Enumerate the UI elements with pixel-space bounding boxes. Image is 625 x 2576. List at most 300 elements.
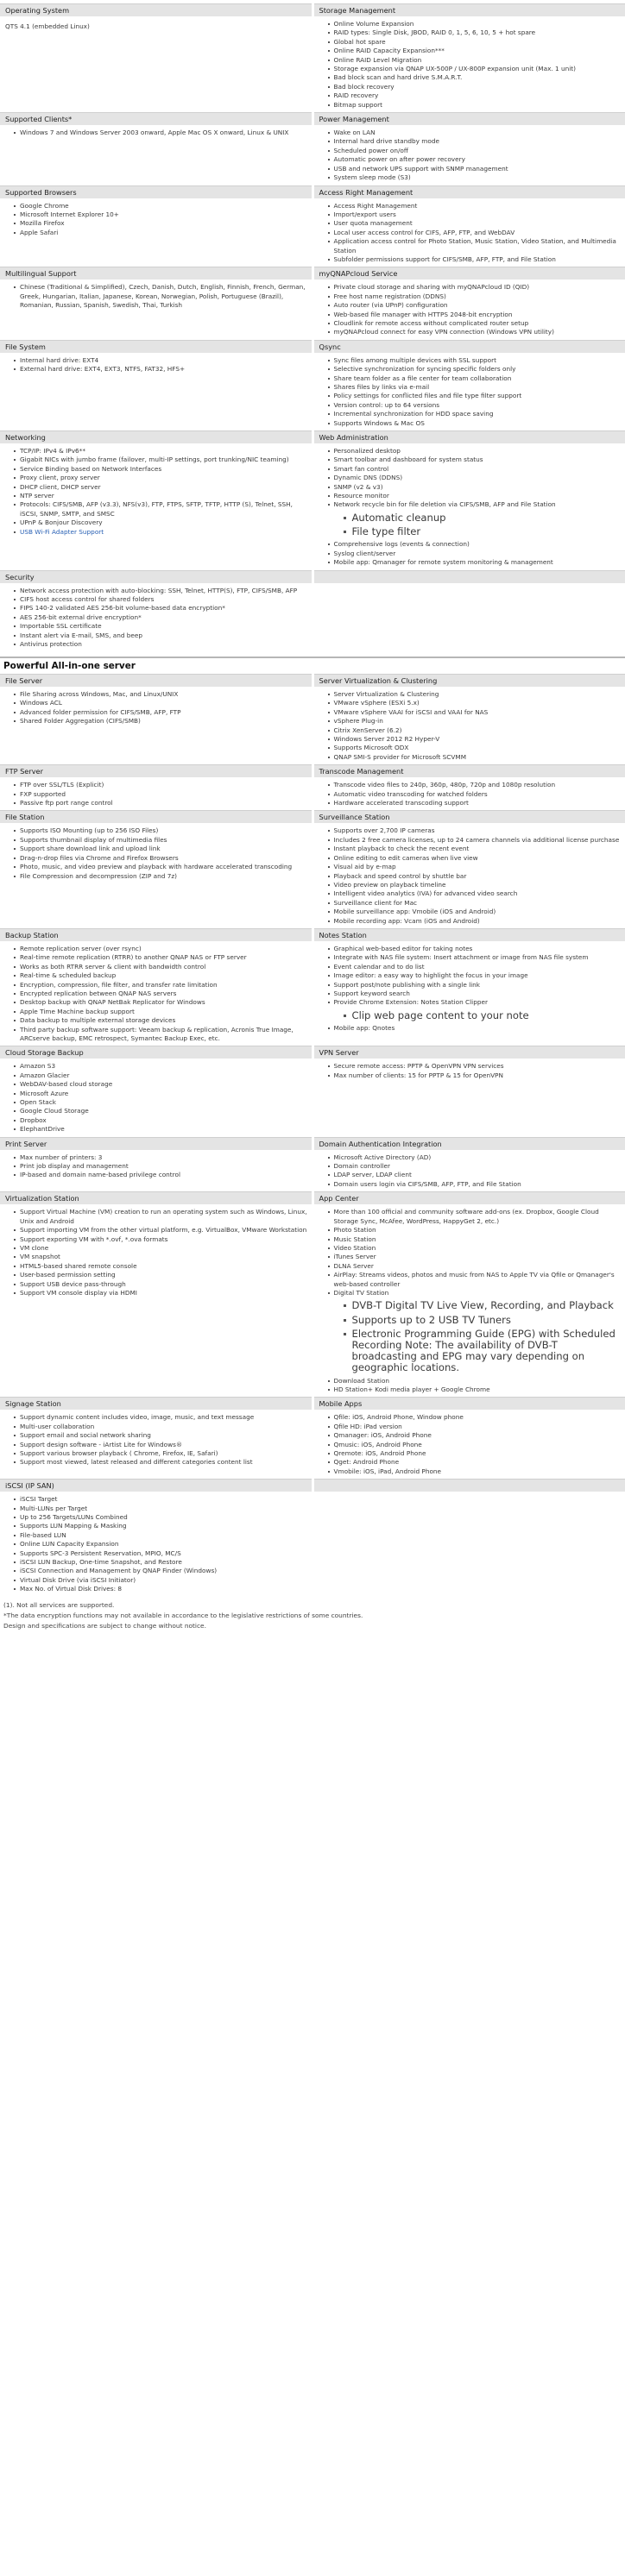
- spec-item: Drag-n-drop files via Chrome and Firefox Browsers: [20, 854, 308, 863]
- spec-cell-body: [0, 1150, 312, 1183]
- spec-cell-body: [314, 1492, 625, 1498]
- spec-item: Support importing VM from the other virtual platform, e.g. VirtualBox, VMware Workstation: [20, 1226, 307, 1235]
- spec-item: Smart toolbar and dashboard for system status: [334, 456, 622, 464]
- spec-cell-title: Notes Station: [314, 928, 625, 941]
- spec-subitem: Automatic cleanup: [326, 512, 622, 524]
- spec-item: Free host name registration (DDNS): [334, 292, 622, 301]
- spec-item: Max No. of Virtual Disk Drives: 8: [20, 1585, 308, 1593]
- spec-cell-body: [314, 198, 625, 267]
- spec-item: Automatic power on after power recovery: [334, 155, 622, 164]
- spec-cell-title: Networking: [0, 430, 312, 443]
- spec-item: iSCSI Connection and Management by QNAP Finder (Windows): [20, 1567, 308, 1575]
- spec-cell-body: [0, 941, 312, 1046]
- spec-item: Dynamic DNS (DDNS): [334, 474, 622, 482]
- spec-list: [12, 826, 308, 880]
- spec-item: CIFS host access control for shared folders: [20, 595, 308, 604]
- spec-item: Importable SSL certificate: [20, 622, 308, 631]
- spec-item: Internal hard drive: EXT4: [20, 356, 308, 365]
- spec-cell: [0, 430, 312, 569]
- spec-item: HTML5-based shared remote console: [20, 1262, 308, 1271]
- spec-item: Dropbox: [20, 1116, 308, 1125]
- spec-item: Bad block scan and hard drive S.M.A.R.T.: [334, 73, 622, 82]
- spec-cell-title: File Station: [0, 810, 312, 823]
- spec-item: Support design software - iArtist Lite for Windows®: [20, 1441, 308, 1449]
- spec-list: [326, 1024, 622, 1033]
- spec-item: Music Station: [334, 1235, 622, 1244]
- spec-cell: [0, 112, 312, 185]
- spec-cell-title: Security: [0, 570, 312, 583]
- spec-cell-body: [314, 1059, 625, 1083]
- spec-row: [0, 267, 625, 339]
- spec-row: [0, 340, 625, 430]
- spec-cell-body: [314, 16, 625, 112]
- spec-row: [0, 1191, 625, 1397]
- spec-item: Network access protection with auto-blocking: SSH, Telnet, HTTP(S), FTP, CIFS/SMB, AFP: [20, 587, 308, 595]
- spec-item: Qget: Android Phone: [334, 1458, 622, 1467]
- spec-list: [12, 1062, 308, 1134]
- spec-item: Gigabit NICs with jumbo frame (failover, multi-IP settings, port trunking/NIC teaming): [20, 456, 308, 464]
- spec-item: External hard drive: EXT4, EXT3, NTFS, FAT32, HFS+: [20, 365, 308, 374]
- spec-item: Qmusic: iOS, Android Phone: [334, 1441, 622, 1449]
- spec-item: Support most viewed, latest released and different categories content list: [20, 1458, 308, 1467]
- spec-cell: [0, 185, 312, 267]
- spec-item: FIPS 140-2 validated AES 256-bit volume-based data encryption*: [20, 604, 308, 613]
- spec-cell-body: [314, 353, 625, 430]
- spec-item: Syslog client/server: [334, 550, 622, 558]
- spec-cell-body: [0, 198, 312, 241]
- spec-item: Mozilla Firefox: [20, 219, 308, 228]
- spec-item: Real-time remote replication (RTRR) to another QNAP NAS or FTP server: [20, 953, 308, 962]
- spec-item: Supports SPC-3 Persistent Reservation, MPIO, MC/S: [20, 1549, 308, 1558]
- spec-cell-body: [314, 280, 625, 339]
- spec-subitem: Supports up to 2 USB TV Tuners: [326, 1315, 622, 1326]
- spec-item: Instant alert via E-mail, SMS, and beep: [20, 631, 308, 640]
- spec-subitem: Electronic Programming Guide (EPG) with Scheduled Recording Note: The availability of DVB-T broadcasting and EPG may vary depending on geographic locations.: [326, 1329, 622, 1374]
- spec-item: DLNA Server: [334, 1262, 622, 1271]
- spec-cell-title: Operating System: [0, 3, 312, 16]
- spec-item: Access Right Management: [334, 202, 622, 210]
- spec-item: Bitmap support: [334, 101, 622, 110]
- spec-cell-body: [0, 16, 312, 36]
- spec-cell: [0, 764, 312, 810]
- spec-item: Support USB device pass-through: [20, 1280, 308, 1289]
- spec-cell-body: [314, 777, 625, 810]
- spec-cell-title: [314, 1479, 625, 1492]
- spec-item: File Compression and decompression (ZIP and 7z): [20, 872, 308, 881]
- spec-item: HD Station+ Kodi media player + Google Chrome: [334, 1385, 622, 1394]
- spec-cell-body: [0, 1492, 312, 1596]
- spec-item: Print job display and management: [20, 1162, 308, 1171]
- spec-row: [0, 3, 625, 112]
- spec-text: QTS 4.1 (embedded Linux): [5, 22, 90, 30]
- spec-list: [326, 1153, 622, 1190]
- spec-cell-title: Transcode Management: [314, 764, 625, 777]
- spec-list: [326, 1377, 622, 1395]
- spec-item: Online LUN Capacity Expansion: [20, 1540, 308, 1549]
- spec-item: Support various browser playback ( Chrome, Firefox, IE, Safari): [20, 1449, 308, 1458]
- spec-cell: [0, 1191, 312, 1397]
- spec-item: Qmanager: iOS, Android Phone: [334, 1431, 622, 1440]
- spec-item: ElephantDrive: [20, 1125, 308, 1134]
- spec-item: Image editor: a easy way to highlight the focus in your image: [334, 971, 622, 980]
- spec-row: [0, 1397, 625, 1479]
- spec-item: Cloudlink for remote access without complicated router setup: [334, 319, 622, 328]
- spec-item: Provide Chrome Extension: Notes Station Clipper: [334, 998, 622, 1007]
- spec-item: FXP supported: [20, 790, 308, 799]
- spec-item: Share team folder as a file center for team collaboration: [334, 374, 622, 383]
- spec-item: Vmobile: iOS, iPad, Android Phone: [334, 1467, 622, 1476]
- spec-item: Online Volume Expansion: [334, 20, 622, 28]
- spec-item: Support share download link and upload link: [20, 845, 308, 853]
- spec-item: Real-time & scheduled backup: [20, 971, 308, 980]
- spec-item: Supports LUN Mapping & Masking: [20, 1522, 308, 1530]
- spec-row: [0, 1479, 625, 1596]
- spec-item[interactable]: USB Wi-Fi Adapter Support: [20, 528, 308, 537]
- spec-item: Video preview on playback timeline: [334, 881, 622, 889]
- spec-cell: [0, 928, 312, 1046]
- spec-cell-body: [314, 125, 625, 185]
- spec-item: Qremote: iOS, Android Phone: [334, 1449, 622, 1458]
- spec-row: [0, 1046, 625, 1136]
- spec-item: Private cloud storage and sharing with myQNAPcloud ID (QID): [334, 283, 622, 292]
- spec-cell-body: [0, 353, 312, 377]
- footnotes: [3, 1600, 363, 1631]
- spec-cell-body: [314, 583, 625, 589]
- spec-item: Comprehensive logs (events & connection): [334, 540, 622, 549]
- spec-item: Antivirus protection: [20, 640, 308, 649]
- spec-cell-title: Web Administration: [314, 430, 625, 443]
- spec-list: [326, 1413, 622, 1476]
- spec-item: User-based permission setting: [20, 1271, 308, 1279]
- spec-list: [12, 129, 308, 137]
- spec-row: [0, 1137, 625, 1192]
- spec-list: [12, 447, 308, 537]
- spec-item: Remote replication server (over rsync): [20, 945, 308, 953]
- spec-cell-body: [314, 1204, 625, 1397]
- spec-cell: [0, 3, 312, 112]
- spec-cell: [314, 928, 625, 1046]
- spec-item: Advanced folder permission for CIFS/SMB, AFP, FTP: [20, 708, 308, 717]
- spec-subitem: DVB-T Digital TV Live View, Recording, and Playback: [326, 1300, 622, 1311]
- spec-item: Chinese (Traditional & Simplified), Czech, Danish, Dutch, English, Finnish, French, German, Greek, Hungarian, Italian, Japanese, Korean, Norwegian, Polish, Portuguese (Brazil), Romanian, Russian, Spanish, Swedish, Thai, Turkish: [20, 283, 308, 310]
- spec-item: Instant playback to check the recent event: [334, 845, 622, 853]
- spec-cell: [314, 764, 625, 810]
- spec-cell-title: myQNAPcloud Service: [314, 267, 625, 280]
- spec-item: Qfile HD: iPad version: [334, 1423, 622, 1431]
- spec-item: Intelligent video analytics (IVA) for advanced video search: [334, 889, 622, 898]
- spec-cell: [314, 1191, 625, 1397]
- footnote: (1). Not all services are supported.: [3, 1601, 115, 1609]
- spec-cell-title: [314, 570, 625, 583]
- spec-item: Support keyword search: [334, 990, 622, 998]
- spec-item: Supports Windows & Mac OS: [334, 419, 622, 428]
- spec-item: Integrate with NAS file system: Insert attachment or image from NAS file system: [334, 953, 622, 962]
- spec-cell-title: Print Server: [0, 1137, 312, 1150]
- spec-item: Policy settings for conflicted files and file type filter support: [334, 392, 622, 400]
- spec-item: Version control: up to 64 versions: [334, 401, 622, 410]
- spec-item: Event calendar and to do list: [334, 963, 622, 971]
- spec-item: Mobile app: Qmanager for remote system monitoring & management: [334, 558, 622, 567]
- spec-item: Photo Station: [334, 1226, 622, 1235]
- spec-item: Multi-LUNs per Target: [20, 1505, 308, 1513]
- spec-cell-body: [314, 443, 625, 569]
- spec-item: Scheduled power on/off: [334, 147, 622, 155]
- spec-cell: [314, 185, 625, 267]
- spec-item: Includes 2 free camera licenses, up to 24 camera channels via additional license purchase: [334, 836, 622, 845]
- spec-cell: [0, 267, 312, 339]
- spec-cell-title: Supported Clients*: [0, 112, 312, 125]
- spec-item: Bad block recovery: [334, 83, 622, 91]
- spec-cell-title: File System: [0, 340, 312, 353]
- spec-cell-body: [0, 1204, 312, 1300]
- spec-item: Max number of clients: 15 for PPTP & 15 for OpenVPN: [334, 1071, 622, 1080]
- spec-cell-title: File Server: [0, 674, 312, 687]
- spec-item: Network recycle bin for file deletion via CIFS/SMB, AFP and File Station: [334, 500, 622, 509]
- spec-row: [0, 430, 625, 569]
- spec-subitem: File type filter: [326, 526, 622, 537]
- spec-item: Supports thumbnail display of multimedia files: [20, 836, 308, 845]
- spec-item: Incremental synchronization for HDD space saving: [334, 410, 622, 418]
- spec-list: [12, 1153, 308, 1180]
- spec-cell-body: [0, 777, 312, 810]
- spec-item: Sync files among multiple devices with SSL support: [334, 356, 622, 365]
- spec-row: [0, 810, 625, 927]
- spec-item: VMware vSphere VAAI for iSCSI and VAAI for NAS: [334, 708, 622, 717]
- spec-item: Internal hard drive standby mode: [334, 137, 622, 146]
- spec-cell-body: [0, 1059, 312, 1136]
- spec-item: VM clone: [20, 1244, 308, 1253]
- spec-cell-body: [314, 1410, 625, 1479]
- spec-cell-body: [314, 687, 625, 764]
- spec-item: Subfolder permissions support for CIFS/SMB, AFP, FTP, and File Station: [334, 255, 622, 264]
- spec-item: More than 100 official and community software add-ons (ex. Dropbox, Google Cloud Storage Sync, McAfee, WordPress, HappyGet 2, etc.): [334, 1208, 622, 1226]
- spec-cell-title: Storage Management: [314, 3, 625, 16]
- spec-list: [326, 945, 622, 1008]
- spec-item: Microsoft Azure: [20, 1090, 308, 1098]
- spec-cell: [0, 1397, 312, 1479]
- spec-row: [0, 674, 625, 764]
- spec-item: Smart fan control: [334, 465, 622, 474]
- spec-item: Support exporting VM with *.ovf, *.ova formats: [20, 1235, 308, 1244]
- spec-cell-title: Signage Station: [0, 1397, 312, 1410]
- spec-cell: [0, 570, 312, 652]
- spec-item: RAID recovery: [334, 91, 622, 100]
- spec-subitem: Clip web page content to your note: [326, 1010, 622, 1021]
- spec-item: Data backup to multiple external storage devices: [20, 1016, 308, 1025]
- spec-item: iSCSI Target: [20, 1495, 308, 1504]
- spec-item: Windows Server 2012 R2 Hyper-V: [334, 735, 622, 744]
- spec-list: [12, 945, 308, 1043]
- spec-item: Local user access control for CIFS, AFP, FTP, and WebDAV: [334, 229, 622, 237]
- spec-list: [326, 202, 622, 265]
- spec-list: [326, 129, 622, 182]
- spec-cell: [314, 267, 625, 339]
- spec-item: Passive ftp port range control: [20, 799, 308, 807]
- spec-cell: [0, 1479, 312, 1596]
- spec-item: Support dynamic content includes video, image, music, and text message: [20, 1413, 308, 1422]
- spec-row: [0, 112, 625, 185]
- spec-item: Photo, music, and video preview and playback with hardware accelerated transcoding: [20, 863, 308, 871]
- spec-item: IP-based and domain name-based privilege control: [20, 1171, 308, 1179]
- spec-item: Playback and speed control by shuttle bar: [334, 872, 622, 881]
- spec-cell-body: [314, 823, 625, 927]
- spec-item: Online RAID Level Migration: [334, 56, 622, 65]
- spec-item: Support VM console display via HDMI: [20, 1289, 308, 1297]
- spec-item: WebDAV-based cloud storage: [20, 1080, 308, 1089]
- spec-item: File-based LUN: [20, 1531, 308, 1540]
- spec-item: Auto router (via UPnP) configuration: [334, 301, 622, 310]
- spec-list: [326, 283, 622, 336]
- spec-cell-body: [0, 583, 312, 652]
- spec-item: VM snapshot: [20, 1253, 308, 1261]
- spec-item: Web-based file manager with HTTPS 2048-bit encryption: [334, 311, 622, 319]
- spec-cell-title: Multilingual Support: [0, 267, 312, 280]
- spec-cell-body: [314, 1150, 625, 1192]
- footnote: *The data encryption functions may not available in accordance to the legislative restrictions of some countries.: [3, 1612, 363, 1619]
- spec-item: Surveillance client for Mac: [334, 899, 622, 908]
- spec-item: LDAP server, LDAP client: [334, 1171, 622, 1179]
- spec-item: Microsoft Active Directory (AD): [334, 1153, 622, 1162]
- spec-cell: [0, 340, 312, 430]
- spec-item: Citrix XenServer (6.2): [334, 726, 622, 735]
- spec-item: Domain controller: [334, 1162, 622, 1171]
- spec-item: UPnP & Bonjour Discovery: [20, 518, 308, 527]
- spec-item: Service Binding based on Network Interfaces: [20, 465, 308, 474]
- spec-item: Secure remote access: PPTP & OpenVPN VPN services: [334, 1062, 622, 1071]
- spec-row: [0, 764, 625, 810]
- spec-item: Personalized desktop: [334, 447, 622, 456]
- spec-item: Mobile surveillance app: Vmobile (iOS and Android): [334, 908, 622, 916]
- spec-cell: [314, 674, 625, 764]
- spec-cell-body: [0, 687, 312, 729]
- spec-list: [326, 356, 622, 428]
- spec-cell-title: Surveillance Station: [314, 810, 625, 823]
- spec-cell-title: FTP Server: [0, 764, 312, 777]
- spec-cell: [0, 674, 312, 764]
- spec-cell-title: VPN Server: [314, 1046, 625, 1059]
- spec-item: SNMP (v2 & v3): [334, 483, 622, 492]
- spec-cell-title: Backup Station: [0, 928, 312, 941]
- spec-item: FTP over SSL/TLS (Explicit): [20, 781, 308, 789]
- spec-item: Online editing to edit cameras when live view: [334, 854, 622, 863]
- section-title: Powerful All-in-one server: [0, 657, 625, 672]
- spec-item: Hardware accelerated transcoding support: [334, 799, 622, 807]
- spec-item: Multi-user collaboration: [20, 1423, 308, 1431]
- spec-item: NTP server: [20, 492, 308, 500]
- spec-item: Google Chrome: [20, 202, 308, 210]
- spec-item: Online RAID Capacity Expansion***: [334, 47, 622, 55]
- spec-cell-body: [0, 443, 312, 539]
- spec-item: Wake on LAN: [334, 129, 622, 137]
- spec-list: [12, 781, 308, 807]
- spec-item: Amazon S3: [20, 1062, 308, 1071]
- spec-item: Support Virtual Machine (VM) creation to run an operating system such as Windows, Linux, Unix and Android: [20, 1208, 307, 1225]
- spec-item: Protocols: CIFS/SMB, AFP (v3.3), NFS(v3), FTP, FTPS, SFTP, TFTP, HTTP (S), Telnet, SSH, iSCSI, SNMP, SMTP, and SMSC: [20, 500, 308, 518]
- spec-item: Digital TV Station: [334, 1289, 622, 1297]
- spec-cell: [314, 1397, 625, 1479]
- spec-item: Mobile recording app: Vcam (iOS and Android): [334, 917, 622, 926]
- spec-cell-body: [0, 125, 312, 140]
- spec-row: [0, 185, 625, 267]
- spec-cell: [314, 112, 625, 185]
- spec-grid-general: [0, 3, 625, 651]
- spec-item: Domain users login via CIFS/SMB, AFP, FTP, and File Station: [334, 1180, 622, 1189]
- spec-item: Automatic video transcoding for watched folders: [334, 790, 622, 799]
- spec-item: iSCSI LUN Backup, One-time Snapshot, and Restore: [20, 1558, 308, 1567]
- spec-cell: [314, 1137, 625, 1192]
- spec-item: Works as both RTRR server & client with bandwidth control: [20, 963, 308, 971]
- spec-cell-title: iSCSI (IP SAN): [0, 1479, 312, 1492]
- spec-item: Visual aid by e-map: [334, 863, 622, 871]
- spec-item: RAID types: Single Disk, JBOD, RAID 0, 1, 5, 6, 10, 5 + hot spare: [334, 28, 622, 37]
- spec-item: Selective synchronization for syncing specific folders only: [334, 365, 622, 374]
- spec-list: [326, 540, 622, 567]
- spec-item: Graphical web-based editor for taking notes: [334, 945, 622, 953]
- spec-cell: [314, 430, 625, 569]
- spec-cell: [0, 1137, 312, 1192]
- spec-item: Apple Time Machine backup support: [20, 1008, 308, 1016]
- spec-item: Import/export users: [334, 210, 622, 219]
- spec-list: [12, 283, 308, 310]
- spec-item: Microsoft Internet Explorer 10+: [20, 210, 308, 219]
- spec-item: Storage expansion via QNAP UX-500P / UX-800P expansion unit (Max. 1 unit): [334, 65, 622, 73]
- spec-item: vSphere Plug-in: [334, 717, 622, 726]
- spec-item: AirPlay: Streams videos, photos and music from NAS to Apple TV via Qfile or Qmanager's web-based controller: [334, 1271, 622, 1289]
- spec-list: [12, 587, 308, 650]
- spec-cell-title: Mobile Apps: [314, 1397, 625, 1410]
- spec-item: myQNAPcloud connect for easy VPN connection (Windows VPN utility): [334, 328, 622, 336]
- spec-cell-title: Server Virtualization & Clustering: [314, 674, 625, 687]
- spec-item: Third party backup software support: Veeam backup & replication, Acronis True Image, ARCserve backup, EMC retrospect, Symantec Backup Exec, etc.: [20, 1026, 308, 1044]
- spec-list: [326, 690, 622, 762]
- spec-cell: [0, 810, 312, 927]
- spec-list: [12, 1495, 308, 1593]
- spec-list: [326, 447, 622, 510]
- spec-cell: [314, 1046, 625, 1136]
- spec-item: Shared Folder Aggregation (CIFS/SMB): [20, 717, 308, 726]
- spec-list: [12, 1208, 308, 1297]
- spec-item: Amazon Glacier: [20, 1071, 308, 1080]
- spec-list: [326, 781, 622, 807]
- spec-list: [12, 202, 308, 238]
- spec-item: Proxy client, proxy server: [20, 474, 308, 482]
- spec-cell-title: Domain Authentication Integration: [314, 1137, 625, 1150]
- spec-cell-body: [0, 823, 312, 883]
- spec-item: Supports Microsoft ODX: [334, 744, 622, 752]
- spec-cell: [314, 3, 625, 112]
- spec-item: Support email and social network sharing: [20, 1431, 308, 1440]
- spec-cell-title: Qsync: [314, 340, 625, 353]
- spec-item: TCP/IP: IPv4 & IPv6**: [20, 447, 308, 456]
- spec-item: iTunes Server: [334, 1253, 622, 1261]
- spec-item: User quota management: [334, 219, 622, 228]
- spec-item: File Sharing across Windows, Mac, and Linux/UNIX: [20, 690, 308, 699]
- spec-list: [326, 1062, 622, 1080]
- spec-grid-server: [0, 674, 625, 1597]
- spec-list: [12, 1413, 308, 1467]
- spec-list: [326, 1208, 622, 1297]
- spec-item: Max number of printers: 3: [20, 1153, 308, 1162]
- spec-item: Windows 7 and Windows Server 2003 onward, Apple Mac OS X onward, Linux & UNIX: [20, 129, 308, 137]
- spec-cell-title: Access Right Management: [314, 185, 625, 198]
- spec-item: Open Stack: [20, 1098, 308, 1107]
- spec-item: Video Station: [334, 1244, 622, 1253]
- spec-cell: [314, 340, 625, 430]
- spec-item: AES 256-bit external drive encryption*: [20, 613, 308, 622]
- spec-cell: [314, 570, 625, 652]
- spec-list: [12, 690, 308, 726]
- spec-list: [12, 356, 308, 374]
